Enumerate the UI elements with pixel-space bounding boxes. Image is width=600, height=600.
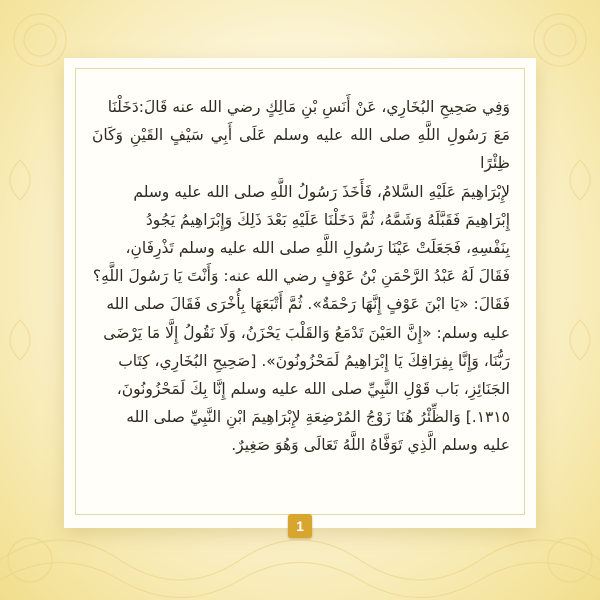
hadith-line: عليه وسلم الَّذِي تَوَفَّاهُ اللَّهُ تَعَالَى وَهُوَ صَغِيرٌ. [231, 436, 510, 455]
hadith-line: فَقَالَ لَهُ عَبْدُ الرَّحْمَنِ بْنُ عَوْفٍ رضي الله عنه: وَأَنْتَ يَا رَسُولَ اللَّهِ؟ [92, 267, 510, 286]
hadith-text [92, 93, 510, 460]
hadith-line: ١٣١٥.] وَالظِّئْرُ هُنَا زَوْجُ المُرْضِعَةِ لإِبْرَاهِيمَ ابْنِ النَّبِيِّ صلى الله [126, 408, 510, 427]
content-card [64, 58, 536, 528]
hadith-line: بِنَفْسِهِ، فَجَعَلَتْ عَيْنَا رَسُولِ اللَّهِ صلى الله عليه وسلم تَذْرِفَانِ، [125, 239, 510, 258]
hadith-line: لإِبْرَاهِيمَ عَلَيْهِ السَّلامُ، فَأَخَذَ رَسُولُ اللَّهِ صلى الله عليه وسلم [133, 182, 510, 201]
hadith-line: الجَنَائِزِ، بَاب قَوْلِ النَّبِيِّ صلى الله عليه وسلم إِنَّا بِكَ لَمَحْزُونُونَ، [116, 380, 510, 399]
hadith-line: عليه وسلم: «إِنَّ العَيْنَ تَدْمَعُ وَالقَلْبَ يَحْزَنُ، وَلَا نَقُولُ إِلَّا مَا يَرْضَى [103, 323, 510, 342]
hadith-line: رَبُّنَا، وَإِنَّا بِفِرَاقِكَ يَا إِبْرَاهِيمُ لَمَحْزُونُونَ». [صَحِيحِ البُخَارِي، كِتَاب [118, 351, 510, 370]
hadith-line: إِبْرَاهِيمَ فَقَبَّلَهُ وَشَمَّهُ، ثُمَّ دَخَلْنَا عَلَيْهِ بَعْدَ ذَلِكَ وَإِبْرَاهِيمُ يَجُودُ [145, 210, 510, 229]
page-number-badge: 1 [288, 514, 312, 538]
hadith-line: وَفِي صَحِيحِ البُخَارِي، عَنْ أَنَسِ بْنِ مَالِكٍ رضي الله عنه قَالَ:دَخَلْنَا [107, 98, 510, 116]
hadith-line: فَقَالَ: «يَا ابْنَ عَوْفٍ إِنَّهَا رَحْمَةٌ». ثُمَّ أَتْبَعَهَا بِأُخْرَى فَقَالَ صلى الله [106, 295, 510, 314]
hadith-line: مَعَ رَسُولِ اللَّهِ صلى الله عليه وسلم عَلَى أَبِي سَيْفٍ القَيْنِ وَكَانَ ظِئْرًا [92, 126, 510, 173]
